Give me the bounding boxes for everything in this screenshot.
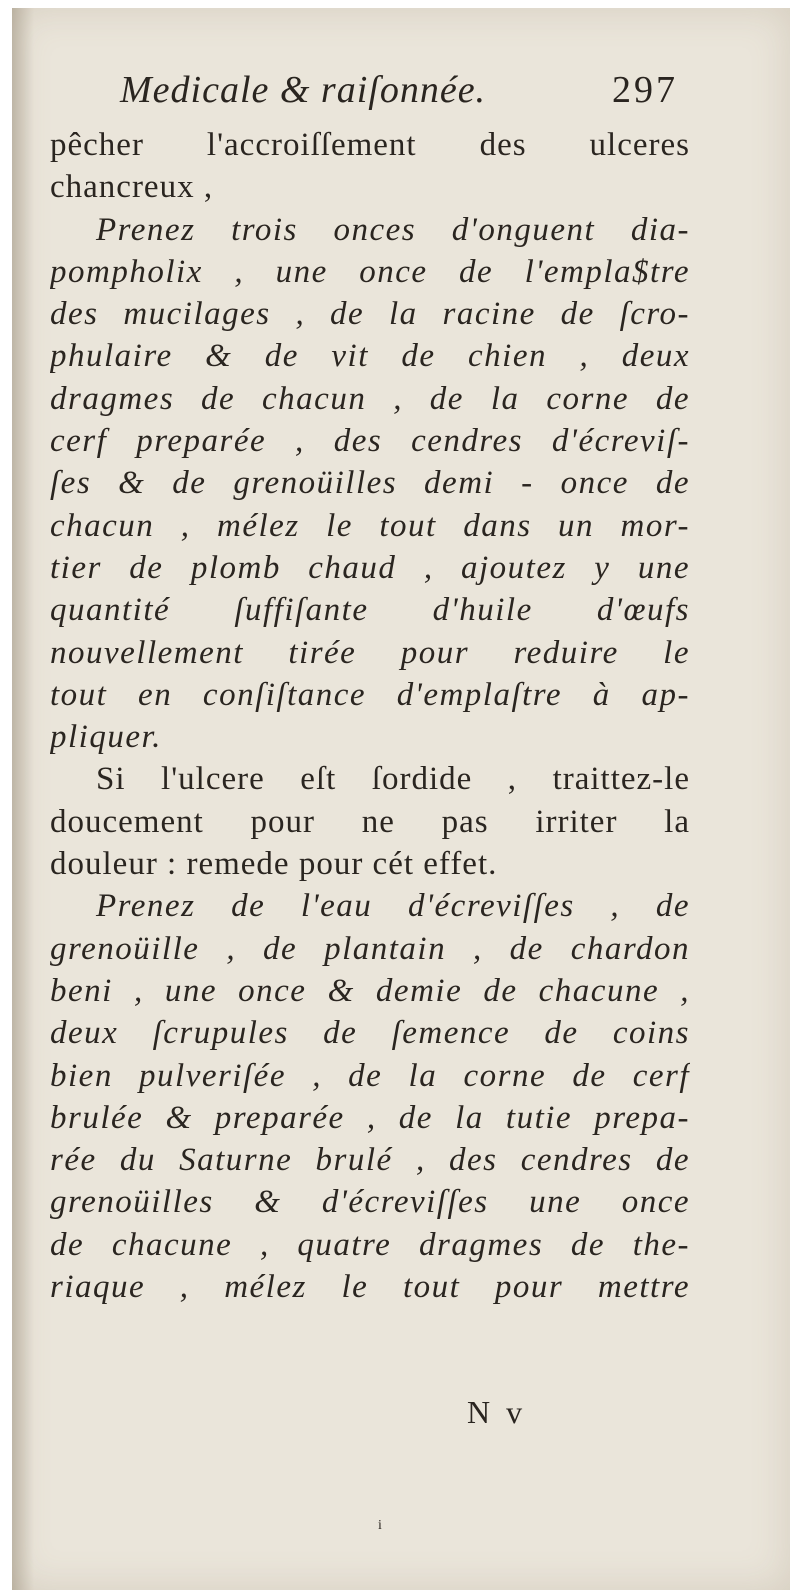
page-number: 297 (612, 69, 678, 111)
text-line: deux ſcrupules de ſemence de coins (50, 1015, 690, 1052)
text-line: grenoüille , de plantain , de chardon (50, 930, 690, 967)
text-line: tout en conſiſtance d'emplaſtre à ap- (50, 676, 690, 713)
text-line: rée du Saturne brulé , des cendres de (50, 1142, 690, 1179)
page-text-block (50, 68, 690, 1308)
text-line: cerf preparée , des cendres d'écreviſ- (50, 423, 690, 460)
text-line: Prenez trois onces d'onguent dia- (96, 211, 690, 248)
text-line: quantité ſuffiſante d'huile d'œufs (50, 592, 690, 629)
text-line: tier de plomb chaud , ajoutez y une (50, 549, 690, 586)
text-line: dragmes de chacun , de la corne de (50, 380, 690, 417)
text-line: pompholix , une once de l'empla$tre (50, 253, 690, 290)
catchword: N v (467, 1394, 527, 1430)
text-line: ſes & de grenoüilles demi - once de (50, 465, 690, 502)
text-line: grenoüilles & d'écreviſſes une once (50, 1184, 690, 1221)
text-line: pêcher l'accroiſſement des ulceres (50, 127, 690, 163)
text-line: doucement pour ne pas irriter la (50, 803, 690, 840)
text-line: chacun , mélez le tout dans un mor- (50, 507, 690, 544)
text-line: phulaire & de vit de chien , deux (50, 338, 690, 375)
text-line: riaque , mélez le tout pour mettre (50, 1269, 690, 1306)
running-title: Medicale & raiſonnée. (120, 69, 487, 111)
page-gutter-shadow (12, 8, 34, 1590)
text-line: Si l'ulcere eſt ſordide , traittez-le (96, 761, 690, 798)
text-line: bien pulveriſée , de la corne de cerf (50, 1057, 690, 1094)
text-line: chancreux , (50, 169, 214, 206)
running-head (50, 68, 690, 122)
text-line: de chacune , quatre dragmes de the- (50, 1226, 690, 1263)
text-line: Prenez de l'eau d'écreviſſes , de (96, 888, 690, 925)
body-text (50, 124, 690, 1308)
text-line: beni , une once & demie de chacune , (50, 972, 690, 1009)
book-page (12, 8, 790, 1590)
signature-mark: i (378, 1518, 382, 1533)
text-line: douleur : remede pour cét effet. (50, 846, 498, 883)
text-line: nouvellement tirée pour reduire le (50, 634, 690, 671)
text-line: brulée & preparée , de la tutie prepa- (50, 1099, 690, 1136)
text-line: pliquer. (50, 719, 162, 756)
text-line: des mucilages , de la racine de ſcro- (50, 296, 690, 333)
